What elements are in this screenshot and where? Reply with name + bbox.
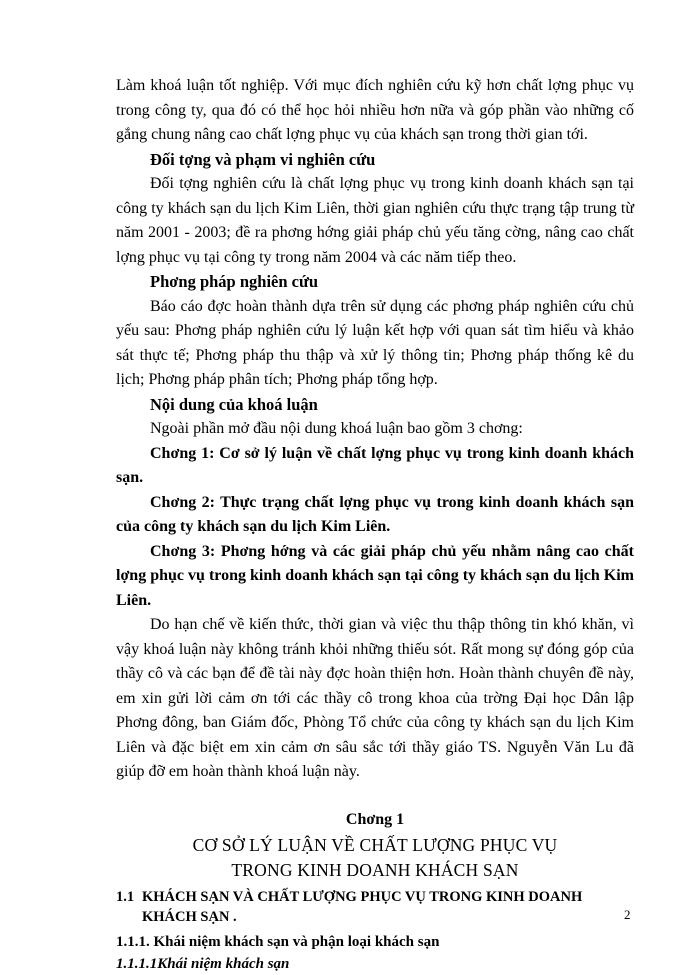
section-title: KHÁCH SẠN VÀ CHẤT LƯỢNG PHỤC VỤ TRONG KINH DOANH KHÁCH SẠN . — [142, 888, 583, 925]
closing-paragraph: Do hạn chế về kiến thức, thời gian và việc thu thập thông tin khó khăn, vì vậy khoá luận này không tránh khỏi những thiếu sót. Rất mong sự đóng góp của thầy cô và các bạn để đề tài này đợc hoàn thiện hơn. Hoàn thành chuyên đề này, em xin gửi lời cảm ơn tới các thầy cô trong khoa của trờng Đại học Dân lập Phơng đông, ban Giám đốc, Phòng Tổ chức của công ty khách sạn du lịch Kim Liên và đặc biệt em xin cảm ơn sâu sắc tới thầy giáo TS. Nguyễn Văn Lu đã giúp đỡ em hoàn thành khoá luận này. — [116, 616, 634, 780]
method-paragraph: Báo cáo đợc hoàn thành dựa trên sử dụng các phơng pháp nghiên cứu chủ yếu sau: Phơng pháp nghiên cứu lý luận kết hợp với quan sát tìm hiểu và khảo sát thực tế; Phơng pháp thu thập và xử lý thông tin; Phơng pháp thống kê du lịch; Phơng pháp phân tích; Phơng pháp tổng hợp. — [116, 297, 634, 388]
page-number: 2 — [624, 907, 631, 922]
scope-heading: Đối tợng và phạm vi nghiên cứu — [150, 149, 376, 169]
chapter-list-item-2: Chơng 2: Thực trạng chất lợng phục vụ trong kinh doanh khách sạn của công ty khách sạn du lịch Kim Liên. — [116, 493, 634, 535]
page-content — [116, 74, 634, 975]
chapter-list-item-3: Chơng 3: Phơng hớng và các giải pháp chủ yếu nhằm nâng cao chất lợng phục vụ trong kinh doanh khách sạn tại công ty khách sạn du lịch Kim Liên. — [116, 542, 634, 609]
section-number: 1.1 — [116, 888, 135, 905]
section-heading — [116, 887, 634, 927]
content-paragraph: Ngoài phần mở đầu nội dung khoá luận bao gồm 3 chơng: — [150, 420, 523, 437]
content-heading: Nội dung của khoá luận — [150, 394, 318, 414]
chapter-title-line-1: CƠ SỞ LÝ LUẬN VỀ CHẤT LƯỢNG PHỤC VỤ — [192, 834, 558, 855]
subsubsection-heading: 1.1.1.1Khái niệm khách sạn — [116, 955, 290, 972]
chapter-number: Chơng 1 — [345, 810, 405, 828]
scope-paragraph: Đối tợng nghiên cứu là chất lợng phục vụ trong kinh doanh khách sạn tại công ty khách sạn du lịch Kim Liên, thời gian nghiên cứu thực trạng tập trung từ năm 2001 - 2003; đề ra phơng hớng giải pháp chủ yếu tăng cờng, nâng cao chất lợng phục vụ tại công ty trong năm 2004 và các năm tiếp theo. — [116, 175, 634, 266]
subsection-heading: 1.1.1. Khái niệm khách sạn và phận loại khách sạn — [116, 933, 440, 950]
chapter-list-item-1: Chơng 1: Cơ sở lý luận về chất lợng phục vụ trong kinh doanh khách sạn. — [116, 444, 634, 486]
chapter-title-line-2: TRONG KINH DOANH KHÁCH SẠN — [231, 859, 519, 880]
intro-paragraph: Làm khoá luận tốt nghiệp. Với mục đích nghiên cứu kỹ hơn chất lợng phục vụ trong công ty, qua đó có thể học hỏi nhiều hơn nữa và góp phần vào những cố gắng chung nâng cao chất lợng phục vụ của khách sạn trong thời gian tới. — [116, 77, 634, 143]
method-heading: Phơng pháp nghiên cứu — [150, 272, 319, 291]
